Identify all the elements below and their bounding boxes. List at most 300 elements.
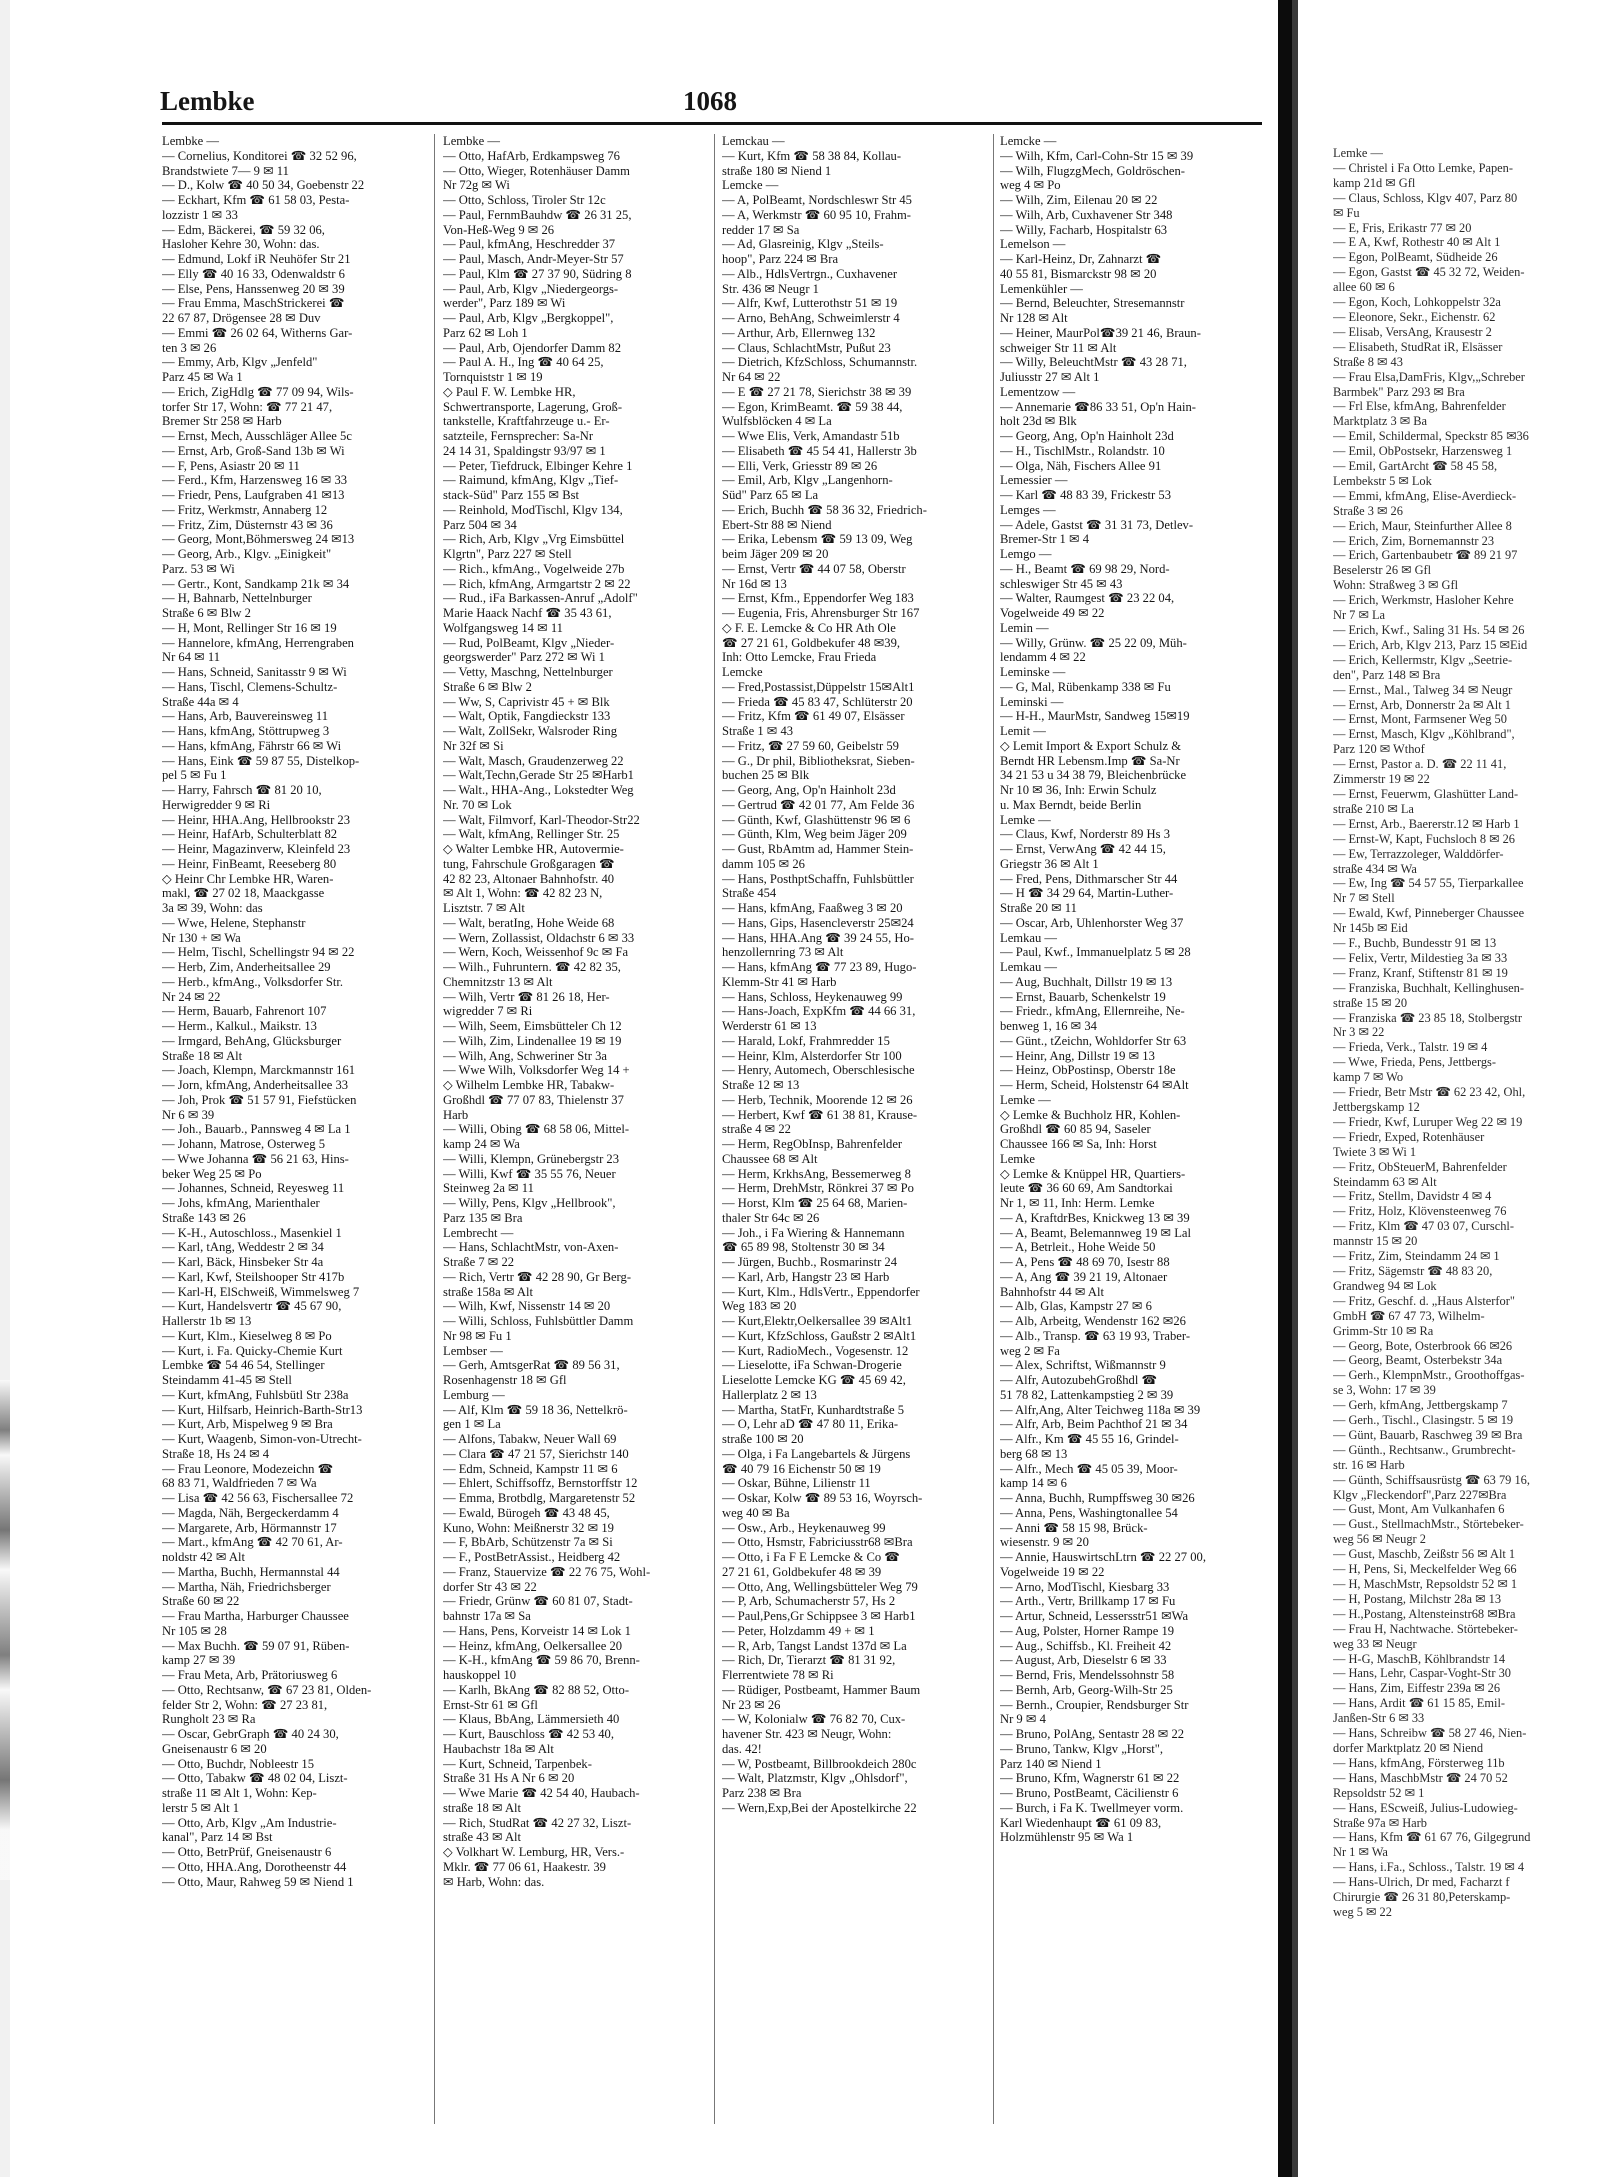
directory-entry-line: — Günth, Klm, Weg beim Jäger 209 xyxy=(722,827,907,842)
directory-entry-line: Straße 44a ✉ 4 xyxy=(162,694,239,709)
directory-entry-line: Marie Haack Nachf ☎ 35 43 61, xyxy=(443,606,612,620)
directory-entry-line: — Ernst, Pastor a. D. ☎ 22 11 41, xyxy=(1333,757,1507,772)
directory-entry-line: Barmbek" Parz 293 ✉ Bra xyxy=(1333,384,1465,399)
directory-entry-line: — Aug, Buchhalt, Dillstr 19 ✉ 13 xyxy=(1000,974,1173,989)
directory-entry-line: — Fritz, Stellm, Davidstr 4 ✉ 4 xyxy=(1333,1189,1492,1204)
directory-entry-line: — Franziska, Buchhalt, Kellinghusen- xyxy=(1333,980,1524,995)
directory-entry-line: — Joach, Klempn, Marckmannstr 161 xyxy=(162,1063,356,1078)
directory-entry-line: Bremer Str 258 ✉ Harb xyxy=(162,414,282,429)
directory-entry-line: — Alfons, Tabakw, Neuer Wall 69 xyxy=(443,1432,617,1446)
directory-entry-line: — Heinr, Klm, Alsterdorfer Str 100 xyxy=(722,1048,902,1063)
directory-entry-line: — Gerh, kfmAng, Jettbergskamp 7 xyxy=(1333,1398,1508,1413)
directory-entry-line: — Alfr, AutozubehGroßhdl ☎ xyxy=(1000,1373,1158,1387)
directory-entry-line: 34 21 53 u 34 38 79, Bleichenbrücke xyxy=(1000,768,1187,783)
directory-entry-line: Parz. 53 ✉ Wi xyxy=(162,561,235,576)
directory-entry-line: leute ☎ 36 60 69, Am Sandtorkai xyxy=(1000,1181,1173,1196)
directory-entry-line: — Otto, Hsmstr, Fabriciusstr68 ✉Bra xyxy=(722,1535,913,1550)
directory-entry-line: lendamm 4 ✉ 22 xyxy=(1000,650,1086,665)
directory-entry-line: Lisztstr. 7 ✉ Alt xyxy=(443,901,525,915)
directory-entry-line: ◇ Lemke & Buchholz HR, Kohlen- xyxy=(1000,1107,1181,1122)
directory-entry-line: — Gertrud ☎ 42 01 77, Am Felde 36 xyxy=(722,797,915,812)
directory-entry-line: — A, Werkmstr ☎ 60 95 10, Frahm- xyxy=(722,207,911,222)
directory-entry-line: havener Str. 423 ✉ Neugr, Wohn: xyxy=(722,1727,892,1741)
directory-entry-line: Straße 8 ✉ 43 xyxy=(1333,354,1403,369)
directory-entry-line: — Willi, Kwf ☎ 35 55 76, Neuer xyxy=(443,1166,616,1181)
directory-entry-line: — Karl, Arb, Hangstr 23 ✉ Harb xyxy=(722,1269,890,1284)
directory-entry-line: Vogelweide 49 ✉ 22 xyxy=(1000,606,1105,620)
directory-entry-line: Nr 16d ✉ 13 xyxy=(722,576,787,591)
directory-entry-line: felder Str 2, Wohn: ☎ 27 23 81, xyxy=(162,1697,328,1712)
book-gutter-shadow xyxy=(1292,0,1298,2177)
directory-entry-line: Nr 98 ✉ Fu 1 xyxy=(443,1328,512,1343)
directory-entry-line: — Arno, BehAng, Schweimlerstr 4 xyxy=(722,311,900,325)
directory-entry-line: Jettbergskamp 12 xyxy=(1333,1100,1420,1114)
column-divider xyxy=(714,134,715,2124)
directory-entry-line: straße 43 ✉ Alt xyxy=(443,1830,522,1845)
directory-entry-line: dorfer Str 43 ✉ 22 xyxy=(443,1579,537,1594)
directory-entry-line: — Ernst, Arb, Groß-Sand 13b ✉ Wi xyxy=(162,443,345,458)
directory-entry-line: — H., Beamt ☎ 69 98 29, Nord- xyxy=(1000,561,1170,576)
directory-entry-line: — Edm, Schneid, Kampstr 11 ✉ 6 xyxy=(443,1461,618,1476)
directory-entry-line: — Olga, Näh, Fischers Allee 91 xyxy=(1000,458,1162,473)
directory-entry-line: — Heinr, HHA.Ang, Hellbrookstr 23 xyxy=(162,812,351,827)
directory-entry-line: Klemm-Str 41 ✉ Harb xyxy=(722,974,837,989)
directory-entry-line: — Frieda, Verk., Talstr. 19 ✉ 4 xyxy=(1333,1040,1488,1055)
directory-entry-line: — Johann, Matrose, Osterweg 5 xyxy=(162,1137,325,1151)
directory-entry-line: — Fritz, ☎ 27 59 60, Geibelstr 59 xyxy=(722,738,899,753)
directory-entry-line: — Ernst, VerwAng ☎ 42 44 15, xyxy=(1000,842,1166,856)
directory-entry-line: — F, BbArb, Schützenstr 7a ✉ Si xyxy=(443,1535,613,1550)
directory-entry-line: Nr. 70 ✉ Lok xyxy=(443,797,512,812)
directory-entry-line: — Otto, HHA.Ang, Dorotheenstr 44 xyxy=(162,1859,347,1874)
directory-entry-line: Lembrecht — xyxy=(443,1225,514,1240)
directory-entry-line: Nr 7 ✉ Stell xyxy=(1333,891,1395,906)
directory-entry-line: — Rich, StudRat ☎ 42 27 32, Liszt- xyxy=(443,1815,632,1830)
directory-entry-line: — Frau H, Nachtwache. Störtebeker- xyxy=(1333,1621,1518,1636)
directory-entry-line: — Mart., kfmAng ☎ 42 70 61, Ar- xyxy=(162,1535,343,1550)
directory-entry-line: weg 4 ✉ Po xyxy=(1000,178,1061,193)
directory-entry-line: — Herbert, Kwf ☎ 61 38 81, Krause- xyxy=(722,1107,918,1122)
directory-entry-line: — Bernd, Fris, Mendelssohnstr 58 xyxy=(1000,1668,1175,1682)
directory-entry-line: — Kurt, KfzSchloss, Gaußstr 2 ✉Alt1 xyxy=(722,1328,917,1343)
directory-entry-line: — Gust, Maschb, Zeißstr 56 ✉ Alt 1 xyxy=(1333,1547,1516,1562)
directory-entry-line: ◇ Wilhelm Lembke HR, Tabakw- xyxy=(443,1078,615,1092)
directory-entry-line: satzteile, Fernsprecher: Sa-Nr xyxy=(443,429,594,443)
directory-entry-line: Brandstwiete 7— 9 ✉ 11 xyxy=(162,163,289,178)
directory-entry-line: — Karl, Kwf, Steilshooper Str 417b xyxy=(162,1269,345,1284)
directory-entry-line: — Klaus, BbAng, Lämmersieth 40 xyxy=(443,1712,620,1727)
directory-entry-line: Hasloher Kehre 30, Wohn: das. xyxy=(162,237,320,252)
directory-entry-line: kamp 24 ✉ Wa xyxy=(443,1137,520,1151)
directory-entry-line: — Frl Else, kfmAng, Bahrenfelder xyxy=(1333,399,1506,414)
directory-entry-line: — Gertr., Kont, Sandkamp 21k ✉ 34 xyxy=(162,576,350,591)
directory-entry-line: kamp 14 ✉ 6 xyxy=(1000,1476,1067,1491)
directory-entry-line: — A, Pens ☎ 48 69 70, Isestr 88 xyxy=(1000,1255,1170,1269)
directory-entry-line: — Kurt, Bauschloss ☎ 42 53 40, xyxy=(443,1727,615,1741)
directory-entry-line: — Joh., i Fa Wiering & Hannemann xyxy=(722,1225,905,1240)
directory-entry-line: — Alb, Arbeitg, Wendenstr 162 ✉26 xyxy=(1000,1314,1186,1328)
directory-entry-line: ◇ Paul F. W. Lembke HR, xyxy=(443,384,576,399)
directory-entry-line: — Herm, DrehMstr, Rönkrei 37 ✉ Po xyxy=(722,1181,914,1196)
directory-entry-line: Straße 6 ✉ Blw 2 xyxy=(443,679,532,694)
directory-entry-line: — Lieselotte, iFa Schwan-Drogerie xyxy=(722,1358,902,1373)
directory-entry-line: — Fred, Pens, Dithmarscher Str 44 xyxy=(1000,871,1178,886)
directory-entry-line: Chemnitzstr 13 ✉ Alt xyxy=(443,974,553,989)
directory-entry-line: Lieselotte Lemcke KG ☎ 45 69 42, xyxy=(722,1373,906,1387)
directory-entry-line: — Rich, Arb, Klgv „Vrg Eimsbüttel xyxy=(443,532,625,547)
directory-entry-line: — H., TischlMstr., Rolandstr. 10 xyxy=(1000,443,1165,458)
directory-entry-line: Rungholt 23 ✉ Ra xyxy=(162,1712,256,1727)
directory-entry-line: — Georg, Bote, Osterbrook 66 ✉26 xyxy=(1333,1338,1513,1353)
directory-entry-line: Klgv „Fleckendorf",Parz 227✉Bra xyxy=(1333,1487,1507,1502)
directory-entry-line: — Otto, Schloss, Tiroler Str 12c xyxy=(443,193,606,207)
directory-entry-line: — Ehlert, Schiffsoffz, Bernstorffstr 12 xyxy=(443,1476,638,1491)
directory-entry-line: — Emmi ☎ 26 02 64, Witherns Gar- xyxy=(162,325,353,340)
directory-entry-line: — Peter, Tiefdruck, Elbinger Kehre 1 xyxy=(443,458,633,473)
directory-entry-line: — Hans-Ulrich, Dr med, Facharzt f xyxy=(1333,1875,1510,1890)
directory-entry-line: Lemke — xyxy=(1000,812,1051,827)
directory-entry-line: wiesenstr. 9 ✉ 20 xyxy=(1000,1535,1089,1550)
directory-entry-line: — Emma, Brotbdlg, Margaretenstr 52 xyxy=(443,1491,636,1505)
directory-entry-line: — Annemarie ☎86 33 51, Op'n Hain- xyxy=(1000,399,1196,414)
directory-entry-line: — Ernst, Mech, Ausschläger Allee 5c xyxy=(162,429,352,443)
directory-entry-line: — Friedr, Betr Mstr ☎ 62 23 42, Ohl, xyxy=(1333,1085,1526,1100)
directory-entry-line: Nr 6 ✉ 39 xyxy=(162,1107,215,1122)
directory-entry-line: — Bernh, Arb, Georg-Wilh-Str 25 xyxy=(1000,1682,1173,1697)
directory-entry-line: — Hans, Pens, Korveistr 14 ✉ Lok 1 xyxy=(443,1623,631,1638)
directory-entry-line: — Claus, Kwf, Norderstr 89 Hs 3 xyxy=(1000,827,1170,842)
directory-entry-line: — Ernst, Arb., Baererstr.12 ✉ Harb 1 xyxy=(1333,816,1520,831)
directory-entry-line: buchen 25 ✉ Blk xyxy=(722,768,810,783)
directory-entry-line: Nr 3 ✉ 22 xyxy=(1333,1025,1385,1040)
directory-entry-line: — Walt, Platzmstr, Klgv „Ohlsdorf", xyxy=(722,1771,908,1786)
directory-entry-line: — H ☎ 34 29 64, Martin-Luther- xyxy=(1000,886,1174,901)
directory-entry-line: — Ernst, Vertr ☎ 44 07 58, Oberstr xyxy=(722,561,906,576)
directory-entry-line: — Heinr, Magazinverw, Kleinfeld 23 xyxy=(162,842,351,856)
directory-entry-line: Nr 145b ✉ Eid xyxy=(1333,921,1408,936)
directory-entry-line: GmbH ☎ 67 47 73, Wilhelm- xyxy=(1333,1308,1485,1323)
directory-entry-line: — Hans, Kfm ☎ 61 67 76, Gilgegrund xyxy=(1333,1830,1531,1845)
directory-entry-line: Wohn: Straßweg 3 ✉ Gfl xyxy=(1333,578,1459,593)
directory-entry-line: — Otto, Wieger, Rotenhäuser Damm xyxy=(443,163,630,178)
directory-entry-line: — Kurt, Kfm ☎ 58 38 84, Kollau- xyxy=(722,148,902,163)
directory-entry-line: — Martha, Buchh, Hermannstal 44 xyxy=(162,1564,340,1579)
directory-entry-line: — Walt., HHA-Ang., Lokstedter Weg xyxy=(443,783,634,797)
directory-entry-line: weg 56 ✉ Neugr 2 xyxy=(1333,1532,1426,1547)
directory-entry-line: Lemelson — xyxy=(1000,237,1066,252)
directory-entry-line: Parz 135 ✉ Bra xyxy=(443,1210,523,1225)
directory-entry-line: straße 180 ✉ Niend 1 xyxy=(722,163,832,178)
directory-entry-line: — Harry, Fahrsch ☎ 81 20 10, xyxy=(162,783,322,797)
directory-entry-line: — Alfr, Kwf, Lutterothstr 51 ✉ 19 xyxy=(722,296,898,311)
directory-entry-line: Haubachstr 18a ✉ Alt xyxy=(443,1741,554,1756)
directory-entry-line: ◇ Walter Lembke HR, Autovermie- xyxy=(443,842,624,856)
directory-entry-line: — Eugenia, Fris, Ahrensburger Str 167 xyxy=(722,606,920,620)
directory-entry-line: — Wilh, Kfm, Carl-Cohn-Str 15 ✉ 39 xyxy=(1000,148,1194,163)
directory-entry-line: — Hans, EScweiß, Julius-Ludowieg- xyxy=(1333,1800,1518,1815)
directory-entry-line: — Fritz, ObSteuerM, Bahrenfelder xyxy=(1333,1159,1507,1174)
directory-entry-line: — Otto, Ang, Wellingsbütteler Weg 79 xyxy=(722,1579,918,1594)
directory-entry-line: — Hans, Eink ☎ 59 87 55, Distelkop- xyxy=(162,753,360,768)
directory-entry-line: — Paul, Kwf., Immanuelplatz 5 ✉ 28 xyxy=(1000,945,1191,960)
directory-entry-line: — Hans, Ardit ☎ 61 15 85, Emil- xyxy=(1333,1696,1506,1711)
directory-entry-line: — Christel i Fa Otto Lemke, Papen- xyxy=(1333,160,1513,175)
directory-entry-line: — Alfr., Km ☎ 45 55 16, Grindel- xyxy=(1000,1432,1179,1446)
directory-entry-line: — Ewald, Kwf, Pinneberger Chaussee xyxy=(1333,906,1525,921)
directory-entry-line: — Lisa ☎ 42 56 63, Fischersallee 72 xyxy=(162,1491,354,1505)
directory-entry-line: Süd" Parz 65 ✉ La xyxy=(722,488,819,502)
directory-entry-line: — Wern, Zollassist, Oldachstr 6 ✉ 33 xyxy=(443,930,635,945)
directory-entry-line: Nr 105 ✉ 28 xyxy=(162,1623,227,1638)
directory-entry-line: 40 55 81, Bismarckstr 98 ✉ 20 xyxy=(1000,266,1157,281)
directory-entry-line: straße 100 ✉ 20 xyxy=(722,1432,804,1446)
directory-entry-line: — H, MaschMstr, Repsoldstr 52 ✉ 1 xyxy=(1333,1577,1518,1591)
directory-entry-line: Lemin — xyxy=(1000,620,1049,635)
directory-entry-line: dorfer Marktplatz 20 ✉ Niend xyxy=(1333,1740,1484,1755)
directory-entry-line: — Oskar, Bühne, Lilienstr 11 xyxy=(722,1476,871,1491)
directory-entry-line: straße 15 ✉ 20 xyxy=(1333,995,1408,1010)
directory-entry-line: — Wilh, Zim, Eilenau 20 ✉ 22 xyxy=(1000,193,1158,207)
directory-entry-line: Nr 10 ✉ 36, Inh: Erwin Schulz xyxy=(1000,783,1157,797)
directory-entry-line: stack-Süd" Parz 155 ✉ Bst xyxy=(443,488,580,502)
directory-entry-line: benweg 1, 16 ✉ 34 xyxy=(1000,1019,1097,1033)
directory-entry-line: — Ad, Glasreinig, Klgv „Steils- xyxy=(722,237,884,252)
directory-entry-line: straße 434 ✉ Wa xyxy=(1333,861,1417,876)
page-header xyxy=(160,78,1260,118)
directory-entry-line: — Hans, Gips, Hasencleverstr 25✉24 xyxy=(722,915,914,930)
page-number: 1068 xyxy=(683,86,737,116)
directory-entry-line: — August, Arb, Dieselstr 6 ✉ 33 xyxy=(1000,1653,1167,1668)
directory-entry-line: — Artur, Schneid, Lessersstr51 ✉Wa xyxy=(1000,1609,1189,1623)
directory-entry-line: — Rud, PolBeamt, Klgv „Nieder- xyxy=(443,635,615,650)
directory-entry-line: — Otto, Arb, Klgv „Am Industrie- xyxy=(162,1815,337,1830)
directory-entry-line: — Magda, Näh, Bergeckerdamm 4 xyxy=(162,1505,339,1520)
directory-entry-line: makl, ☎ 27 02 18, Maackgasse xyxy=(162,886,325,901)
directory-entry-line: — Karl ☎ 48 83 39, Frickestr 53 xyxy=(1000,488,1171,502)
directory-entry-line: — Walt, kfmAng, Rellinger Str. 25 xyxy=(443,827,620,842)
directory-entry-line: — Otto, i Fa F E Lemcke & Co ☎ xyxy=(722,1550,900,1564)
directory-entry-line: — Alfr., Mech ☎ 45 05 39, Moor- xyxy=(1000,1461,1178,1476)
directory-entry-line: — Egon, Gastst ☎ 45 32 72, Weiden- xyxy=(1333,265,1525,280)
directory-entry-line: — Egon, KrimBeamt. ☎ 59 38 44, xyxy=(722,399,903,414)
directory-column-2 xyxy=(443,134,711,1889)
directory-entry-line: Lemkau — xyxy=(1000,960,1058,974)
directory-entry-line: Nr 72g ✉ Wi xyxy=(443,178,510,193)
directory-entry-line: — Günth, Kwf, Glashüttenstr 96 ✉ 6 xyxy=(722,812,911,827)
directory-entry-line: — Alb, Glas, Kampstr 27 ✉ 6 xyxy=(1000,1299,1152,1314)
directory-entry-line: — Elly ☎ 40 16 33, Odenwaldstr 6 xyxy=(162,266,345,281)
directory-entry-line: Straße 1 ✉ 43 xyxy=(722,724,794,738)
directory-entry-line: weg 40 ✉ Ba xyxy=(722,1505,790,1520)
directory-entry-line: — Hans, kfmAng ☎ 77 23 89, Hugo- xyxy=(722,960,917,974)
directory-entry-line: — Annie, HauswirtschLtrn ☎ 22 27 00, xyxy=(1000,1550,1206,1564)
directory-entry-line: ◇ Lemke & Knüppel HR, Quartiers- xyxy=(1000,1166,1186,1181)
directory-entry-line: 24 14 31, Spaldingstr 93/97 ✉ 1 xyxy=(443,443,606,458)
directory-entry-line: — Walt, Optik, Fangdieckstr 133 xyxy=(443,709,611,724)
directory-entry-line: Straße 3 ✉ 26 xyxy=(1333,503,1403,518)
directory-entry-line: — Erich, Arb, Klgv 213, Parz 15 ✉Eid xyxy=(1333,637,1528,652)
directory-entry-line: — Max Buchh. ☎ 59 07 91, Rüben- xyxy=(162,1638,350,1653)
directory-entry-line: — G., Dr phil, Bibliotheksrat, Sieben- xyxy=(722,753,915,768)
directory-entry-line: ◇ Lemit Import & Export Schulz & xyxy=(1000,738,1182,753)
directory-entry-line: — Dietrich, KfzSchloss, Schumannstr. xyxy=(722,355,918,370)
directory-entry-line: — Kurt, RadioMech., Vogesenstr. 12 xyxy=(722,1343,909,1358)
directory-entry-line: straße 210 ✉ La xyxy=(1333,801,1414,816)
directory-entry-line: — Wilh, Kwf, Nissenstr 14 ✉ 20 xyxy=(443,1299,611,1314)
directory-entry-line: — Arthur, Arb, Ellernweg 132 xyxy=(722,325,876,340)
directory-column-3 xyxy=(722,134,990,1816)
directory-entry-line: Lemges — xyxy=(1000,502,1056,517)
directory-entry-line: — Gust, Mont, Am Vulkanhafen 6 xyxy=(1333,1502,1505,1517)
directory-entry-line: — Rich, Dr, Tierarzt ☎ 81 31 92, xyxy=(722,1653,896,1668)
header-rule xyxy=(162,122,1262,125)
directory-entry-line: — Ww, S, Caprivistr 45 + ✉ Blk xyxy=(443,694,610,709)
directory-entry-line: wigredder 7 ✉ Ri xyxy=(443,1004,533,1019)
directory-entry-line: Ebert-Str 88 ✉ Niend xyxy=(722,517,832,532)
directory-entry-line: — Otto, Buchdr, Nobleestr 15 xyxy=(162,1756,314,1771)
directory-entry-line: Bremer-Str 1 ✉ 4 xyxy=(1000,532,1089,547)
directory-entry-line: — Raimund, kfmAng, Klgv „Tief- xyxy=(443,473,619,488)
directory-entry-line: kanal", Parz 14 ✉ Bst xyxy=(162,1830,273,1845)
directory-entry-line: — Martha, Näh, Friedrichsberger xyxy=(162,1579,331,1594)
directory-entry-line: ◇ F. E. Lemcke & Co HR Ath Ole xyxy=(722,620,896,635)
directory-entry-line: Zimmerstr 19 ✉ 22 xyxy=(1333,772,1430,787)
directory-entry-line: — Alb., HdlsVertrgn., Cuxhavener xyxy=(722,266,898,281)
directory-entry-line: — Otto, Rechtsanw, ☎ 67 23 81, Olden- xyxy=(162,1682,372,1697)
directory-entry-line: — Walter, Raumgest ☎ 23 22 04, xyxy=(1000,591,1175,606)
directory-entry-line: — Hans, SchlachtMstr, von-Axen- xyxy=(443,1240,619,1255)
directory-entry-line: Nr 128 ✉ Alt xyxy=(1000,311,1068,325)
directory-entry-line: — G, Mal, Rübenkamp 338 ✉ Fu xyxy=(1000,679,1171,694)
directory-entry-line: — Willi, Schloss, Fuhlsbüttler Damm xyxy=(443,1314,634,1328)
directory-entry-line: — Wern,Exp,Bei der Apostelkirche 22 xyxy=(722,1800,917,1815)
directory-entry-line: — Alf, Klm ☎ 59 18 36, Nettelkrö- xyxy=(443,1402,628,1417)
directory-entry-line: — Ernst, Mont, Farmsener Weg 50 xyxy=(1333,712,1507,727)
directory-entry-line: — Fritz, Holz, Klövensteenweg 76 xyxy=(1333,1204,1507,1219)
directory-entry-line: — Günth., Rechtsanw., Grumbrecht- xyxy=(1333,1442,1516,1457)
directory-entry-line: — Clara ☎ 47 21 57, Sierichstr 140 xyxy=(443,1446,629,1461)
directory-entry-line: — Herb, Technik, Moorende 12 ✉ 26 xyxy=(722,1092,913,1107)
directory-entry-line: — Hans, kfmAng, Stöttrupweg 3 xyxy=(162,724,330,738)
directory-entry-line: — Karl-Heinz, Dr, Zahnarzt ☎ xyxy=(1000,252,1162,266)
directory-entry-line: — Hans, i.Fa., Schloss., Talstr. 19 ✉ 4 xyxy=(1333,1860,1525,1875)
directory-entry-line: — Walt, ZollSekr, Walsroder Ring xyxy=(443,724,617,738)
directory-entry-line: — Georg, Ang, Op'n Hainholt 23d xyxy=(722,783,896,797)
directory-entry-line: 22 67 87, Drögensee 28 ✉ Duv xyxy=(162,311,321,325)
directory-entry-line: — Heinr, HafArb, Schulterblatt 82 xyxy=(162,827,338,842)
directory-entry-line: Lembke ☎ 54 46 54, Stellinger xyxy=(162,1358,325,1373)
directory-entry-line: — Emil, Arb, Klgv „Langenhorn- xyxy=(722,473,893,488)
directory-entry-line: gen 1 ✉ La xyxy=(443,1417,501,1432)
directory-entry-line: — Emil, GartArcht ☎ 58 45 58, xyxy=(1333,459,1498,474)
directory-entry-line: Nr 24 ✉ 22 xyxy=(162,989,221,1004)
directory-entry-line: straße 11 ✉ Alt 1, Wohn: Kep- xyxy=(162,1786,317,1800)
directory-entry-line: Schwertransporte, Lagerung, Groß- xyxy=(443,399,623,414)
directory-entry-line: — Wwe Wilh, Volksdorfer Weg 14 + xyxy=(443,1063,630,1078)
directory-entry-line: — Margarete, Arb, Hörmannstr 17 xyxy=(162,1520,337,1535)
directory-entry-line: straße 4 ✉ 22 xyxy=(722,1122,791,1137)
directory-entry-line: Chaussee 166 ✉ Sa, Inh: Horst xyxy=(1000,1137,1157,1151)
directory-entry-line: — Paul, Arb, Ojendorfer Damm 82 xyxy=(443,340,622,355)
directory-entry-line: Nr 7 ✉ La xyxy=(1333,608,1386,623)
directory-entry-line: — Elisab, VersAng, Krausestr 2 xyxy=(1333,324,1492,339)
directory-entry-line: — Rich, Vertr ☎ 42 28 90, Gr Berg- xyxy=(443,1269,632,1284)
directory-entry-line: — Anna, Pens, Washingtonallee 54 xyxy=(1000,1505,1178,1520)
directory-entry-line: — Kurt, Arb, Mispelweg 9 ✉ Bra xyxy=(162,1417,333,1432)
directory-entry-line: — H, Pens, Si, Meckelfelder Weg 66 xyxy=(1333,1562,1517,1577)
directory-entry-line: — Frau Martha, Harburger Chaussee xyxy=(162,1609,349,1623)
directory-entry-line: ☎ 27 21 61, Goldbekufer 48 ✉39, xyxy=(722,635,901,650)
directory-entry-line: — Willy, BeleuchtMstr ☎ 43 28 71, xyxy=(1000,355,1187,370)
directory-entry-line: redder 17 ✉ Sa xyxy=(722,222,800,237)
directory-entry-line: — Erich, Buchh ☎ 58 36 32, Friedrich- xyxy=(722,502,927,517)
directory-entry-line: — Kurt, kfmAng, Fuhlsbütl Str 238a xyxy=(162,1387,349,1402)
directory-entry-line: Ernst-Str 61 ✉ Gfl xyxy=(443,1697,538,1712)
directory-entry-line: kamp 27 ✉ 39 xyxy=(162,1653,236,1668)
directory-entry-line: — P, Arb, Schumacherstr 57, Hs 2 xyxy=(722,1594,896,1609)
directory-entry-line: — Günth, Schiffsausrüstg ☎ 63 79 16, xyxy=(1333,1472,1530,1487)
directory-entry-line: straße 158a ✉ Alt xyxy=(443,1284,533,1299)
directory-entry-line: Rosenhagenstr 18 ✉ Gfl xyxy=(443,1373,567,1387)
directory-entry-line: — Heinr, FinBeamt, Reeseberg 80 xyxy=(162,856,337,871)
directory-entry-line: — Frau Meta, Arb, Prätoriusweg 6 xyxy=(162,1668,338,1682)
directory-entry-line: Janßen-Str 6 ✉ 33 xyxy=(1333,1711,1425,1726)
directory-entry-line: — Heinz, kfmAng, Oelkersallee 20 xyxy=(443,1638,623,1653)
directory-entry-line: — Kurt,Elektr,Oelkersallee 39 ✉Alt1 xyxy=(722,1314,913,1328)
directory-entry-line: — H, Bahnarb, Nettelnburger xyxy=(162,591,312,606)
directory-entry-line: — Otto, Tabakw ☎ 48 02 04, Liszt- xyxy=(162,1771,348,1786)
directory-entry-line: allee 60 ✉ 6 xyxy=(1333,280,1395,295)
directory-entry-line: das. 42! xyxy=(722,1741,762,1756)
directory-entry-line: Parz 238 ✉ Bra xyxy=(722,1786,802,1800)
directory-entry-line: — Erich, Zim, Bornemannstr 23 xyxy=(1333,533,1495,548)
directory-entry-line: Parz 120 ✉ Wthof xyxy=(1333,742,1425,757)
directory-entry-line: — Herm., Kalkul., Maikstr. 13 xyxy=(162,1019,317,1033)
directory-entry-line: lerstr 5 ✉ Alt 1 xyxy=(162,1800,240,1815)
directory-entry-line: — Eleonore, Sekr., Eichenstr. 62 xyxy=(1333,309,1496,324)
directory-entry-line: — Adele, Gastst ☎ 31 31 73, Detlev- xyxy=(1000,517,1194,532)
directory-entry-line: — A, Ang ☎ 39 21 19, Altonaer xyxy=(1000,1269,1168,1284)
directory-entry-line: — Wilh, FlugzgMech, Goldröschen- xyxy=(1000,163,1185,178)
directory-entry-line: Nr 130 + ✉ Wa xyxy=(162,930,241,945)
directory-entry-line: — Paul, Masch, Andr-Meyer-Str 57 xyxy=(443,252,624,266)
directory-entry-line: — Friedr, Grünw ☎ 60 81 07, Stadt- xyxy=(443,1594,633,1609)
directory-entry-line: Lemessier — xyxy=(1000,473,1068,488)
directory-entry-line: — Hans, HHA.Ang ☎ 39 24 55, Ho- xyxy=(722,930,914,945)
directory-entry-line: — Herb., kfmAng., Volksdorfer Str. xyxy=(162,974,344,989)
directory-entry-line: — Reinhold, ModTischl, Klgv 134, xyxy=(443,502,623,517)
directory-entry-line: Hallerstr 1b ✉ 13 xyxy=(162,1314,252,1328)
directory-entry-line: — Paul,Pens,Gr Schippsee 3 ✉ Harb1 xyxy=(722,1609,916,1623)
directory-entry-line: Beselerstr 26 ✉ Gfl xyxy=(1333,563,1432,578)
directory-entry-line: — Edmund, Lokf iR Neuhöfer Str 21 xyxy=(162,252,351,266)
directory-entry-line: Steindamm 63 ✉ Alt xyxy=(1333,1174,1437,1189)
directory-entry-line: — Arth., Vertr, Brillkamp 17 ✉ Fu xyxy=(1000,1594,1176,1609)
directory-entry-line: — Emil, ObPostsekr, Harzensweg 1 xyxy=(1333,444,1513,459)
directory-entry-line: — Wwe Elis, Verk, Amandastr 51b xyxy=(722,429,900,443)
directory-entry-line: ✉ Harb, Wohn: das. xyxy=(443,1874,545,1889)
directory-entry-line: Flerrentwiete 78 ✉ Ri xyxy=(722,1668,834,1682)
directory-entry-line: — Wwe Johanna ☎ 56 21 63, Hins- xyxy=(162,1151,349,1166)
directory-entry-line: — Kurt, Klm., Kieselweg 8 ✉ Po xyxy=(162,1328,332,1343)
directory-entry-line: — Paul, kfmAng, Heschredder 37 xyxy=(443,237,616,252)
directory-entry-line: — Gust., StellmachMstr., Störtebeker- xyxy=(1333,1517,1524,1532)
directory-entry-line: ✉ Alt 1, Wohn: ☎ 42 82 23 N, xyxy=(443,886,603,901)
directory-entry-line: — Wern, Koch, Weissenhof 9c ✉ Fa xyxy=(443,945,629,960)
directory-entry-line: werder", Parz 189 ✉ Wi xyxy=(443,296,566,311)
directory-entry-line: Mklr. ☎ 77 06 61, Haakestr. 39 xyxy=(443,1859,606,1874)
directory-entry-line: Nr 32f ✉ Si xyxy=(443,738,504,753)
